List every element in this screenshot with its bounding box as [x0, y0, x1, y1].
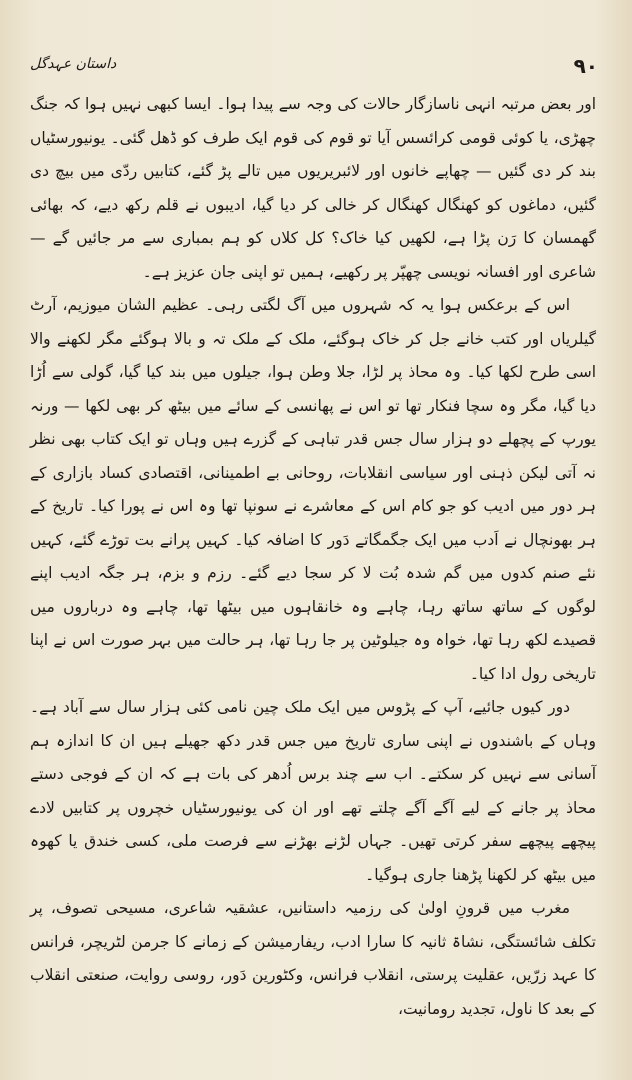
- paragraph-4: مغرب میں قرونِ اولیٰ کی رزمیہ داستانیں، عشقیہ شاعری، مسیحی تصوف، پر تکلف شائستگی، نشاۃ ثانیہ کا سارا ادب، ریفارمیشن کے زمانے کا جرمن لٹریچر، فرانس کا عہد زرّیں، عقلیت پرستی، انقلاب فرانس، وکٹورین دَور، روسی روایت، صنعتی انقلاب کے بعد کا ناول، تجدید رومانیت،: [30, 899, 596, 1018]
- page-header: [30, 52, 598, 84]
- page-number: ۹۰: [573, 54, 598, 78]
- running-title: داستان عہدگل: [30, 56, 117, 72]
- paragraph-2: اس کے برعکس ہوا یہ کہ شہروں میں آگ لگتی رہی۔ عظیم الشان میوزیم، آرٹ گیلریاں اور کتب خانے جل کر خاک ہوگئے، ملک کے ملک تہ و بالا ہوگئے مگر لکھنے والا اسی طرح لکھا کیا۔ وہ محاذ پر لڑا، جلا وطن ہوا، جیلوں میں بند کیا گیا، گولی سے اُڑا دیا گیا، مگر وہ سچا فنکار تھا تو اس نے پھانسی کے سائے میں بیٹھ کر بھی لکھا — ورنہ یورپ کے پچھلے دو ہزار سال جس قدر تباہی کے گزرے ہیں وہاں تو ایک کتاب بھی نظر نہ آتی لیکن ذہنی اور سیاسی انقلابات، روحانی بے اطمینانی، اقتصادی کساد بازاری کے ہر دور میں ادیب کو جو کام اس کے معاشرے نے سونپا تھا وہ اس نے پورا کیا۔ تاریخ کے ہر بھونچال نے اَدب میں ایک جگمگاتے دَور کا اضافہ کیا۔ کہیں پرانے بت توڑے گئے، کہیں نئے صنم کدوں میں گم شدہ بُت لا کر سجا دیے گئے۔ رزم و بزم، ہر جگہ ادیب اپنے لوگوں کے ساتھ ساتھ رہا، چاہے وہ خانقاہوں میں بیٹھا تھا، چاہے وہ درباروں میں قصیدے لکھ رہا تھا، خواہ وہ جیلوٹین پر جا رہا تھا، ہر حالت میں بہر صورت اس نے اپنا تاریخی رول ادا کیا۔: [30, 296, 596, 683]
- paragraph-3: دور کیوں جائیے، آپ کے پڑوس میں ایک ملک چین نامی کئی ہزار سال سے آباد ہے۔ وہاں کے باشندوں نے اپنی ساری تاریخ میں جس قدر دکھ جھیلے ہیں ان کا اندازہ ہم آسانی سے نہیں کر سکتے۔ اب سے چند برس اُدھر کی بات ہے کہ ان کے فوجی دستے محاذ پر جانے کے لیے آگے آگے چلتے تھے اور ان کی یونیورسٹیاں خچروں پر کتابیں لادے پیچھے پیچھے سفر کرتی تھیں۔ جہاں لڑنے بھڑنے سے فرصت ملی، کسی خندق یا کھوہ میں بیٹھ کر لکھنا پڑھنا جاری ہوگیا۔: [30, 698, 596, 884]
- paragraph-1: اور بعض مرتبہ انہی ناسازگار حالات کی وجہ سے پیدا ہوا۔ ایسا کبھی نہیں ہوا کہ جنگ چھڑی، یا کوئی قومی کرائسس آیا تو قوم کی قوم ایک طرف کو ڈھل گئی۔ یونیورسٹیاں بند کر دی گئیں — چھاپے خانوں اور لائبریریوں میں تالے پڑ گئے، کتابیں ردّی میں بیچ دی گئیں، دماغوں کو کھنگال کھنگال کر خالی کر دیا گیا، ادیبوں نے قلم رکھ دیے، کہ بھائی گھمسان کا رَن پڑا ہے، لکھیں کیا خاک؟ کل کلاں کو ہم بمباری سے مر جائیں گے — شاعری اور افسانہ نویسی چھپّر پر رکھیے، ہمیں تو اپنی جان عزیز ہے۔: [30, 95, 596, 281]
- body-text: [30, 88, 596, 1026]
